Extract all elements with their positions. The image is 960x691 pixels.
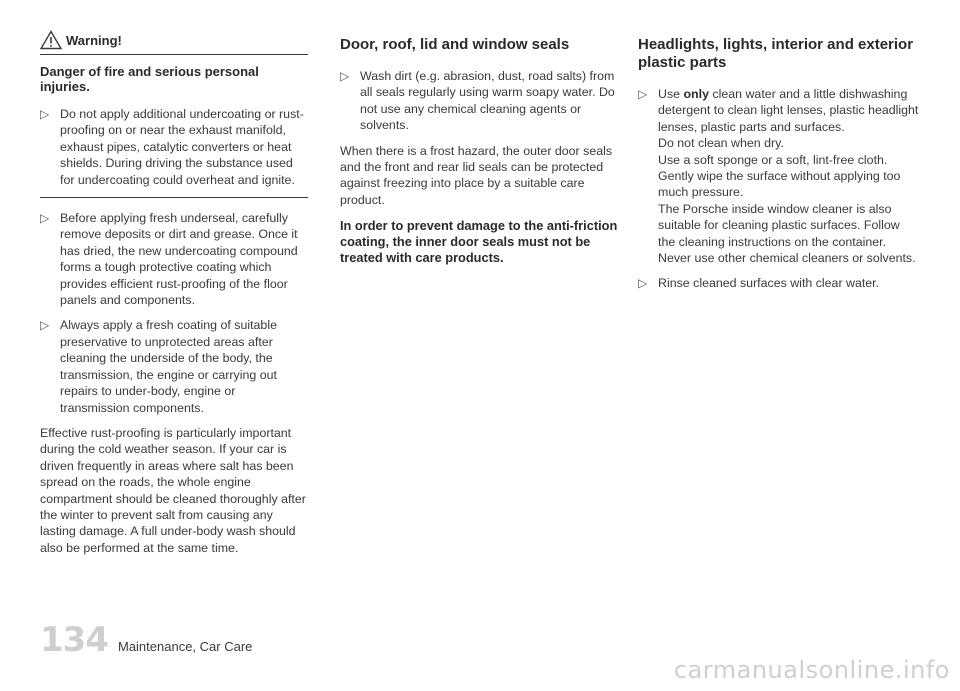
bullet-arrow-icon: ▷ (638, 87, 648, 101)
bullet-subline: Never use other chemical cleaners or solvents. (658, 251, 916, 266)
bullet-arrow-icon: ▷ (40, 318, 50, 333)
list-item (638, 86, 920, 266)
bullet-subline: Use a soft sponge or a soft, lint-free cloth. Gently wipe the surface without applying too much pressure. (658, 152, 901, 200)
bullet-arrow-icon: ▷ (340, 69, 350, 83)
bullet-subline: Do not clean when dry. (658, 136, 784, 151)
body-paragraph: Effective rust-proofing is particularly important during the cold weather season. If your car is driven frequently in areas where salt has been spread on the roads, the whole engine compartment should be cleaned thoroughly after the winter to prevent salt from causing any lasting damage. A full under-body wash should also be performed at the same time. (40, 425, 306, 555)
list-item (40, 317, 308, 415)
page-footer (40, 620, 252, 660)
caution-paragraph: In order to prevent damage to the anti-friction coating, the inner door seals must not be treated with care products. (340, 218, 618, 266)
footer-section-title: Maintenance, Car Care (117, 639, 253, 654)
column-right (638, 30, 920, 301)
column-left (40, 30, 308, 566)
bullet-text: Always apply a fresh coating of suitable preservative to unprotected areas after cleaning the underside of the body, the transmission, the engine or carrying out repairs to under-body, engine or transmission components. (60, 318, 277, 415)
list-item (340, 68, 620, 134)
warning-label: Warning! (66, 32, 122, 48)
list-item (40, 106, 308, 188)
bullet-text (658, 86, 920, 266)
bullet-text: Wash dirt (e.g. abrasion, dust, road salts) from all seals regularly using warm soapy water. Do not use any chemical cleaning agents or solvents. (360, 69, 615, 133)
bullet-text-rest: clean water and a little dishwashing detergent to clean light lenses, plastic headlight lenses, plastic parts and surfaces. (658, 87, 919, 134)
bullet-text-start: Use (658, 87, 684, 101)
warning-headline: Danger of fire and serious personal injuries. (40, 64, 259, 94)
bullet-arrow-icon: ▷ (638, 276, 648, 291)
list-item (40, 210, 308, 308)
bullet-arrow-icon: ▷ (40, 107, 50, 121)
bullet-text: Before applying fresh underseal, carefully remove deposits or dirt and grease. Once it has dried, the new undercoating compound forms a tough protective coating which provides efficient rust-proofing of the floor panels and components. (60, 211, 298, 308)
emphasis-only: only (683, 87, 709, 101)
warning-header (40, 30, 308, 55)
warning-triangle-icon (40, 30, 62, 50)
bullet-text: Rinse cleaned surfaces with clear water. (658, 276, 880, 291)
warning-bullet-text: Do not apply additional undercoating or rust-proofing on or near the exhaust manifold, exhaust pipes, catalytic converters or heat shields. During driving the substance used for undercoating could overheat and ignite. (60, 107, 304, 187)
bullet-subline: The Porsche inside window cleaner is also suitable for cleaning plastic surfaces. Follow the cleaning instructions on the container. (658, 201, 900, 249)
bullet-arrow-icon: ▷ (40, 211, 50, 226)
column-middle (340, 30, 620, 266)
section-heading: Headlights, lights, interior and exterior plastic parts (638, 36, 914, 71)
body-paragraph: When there is a frost hazard, the outer door seals and the front and rear lid seals can be protected against freezing into place by a suitable care product. (340, 143, 613, 207)
section-heading: Door, roof, lid and window seals (340, 36, 570, 53)
watermark: carmanualsonline.info (673, 656, 950, 684)
list-item (638, 275, 920, 291)
warning-divider (40, 197, 308, 198)
page-number: 134 (40, 620, 108, 660)
